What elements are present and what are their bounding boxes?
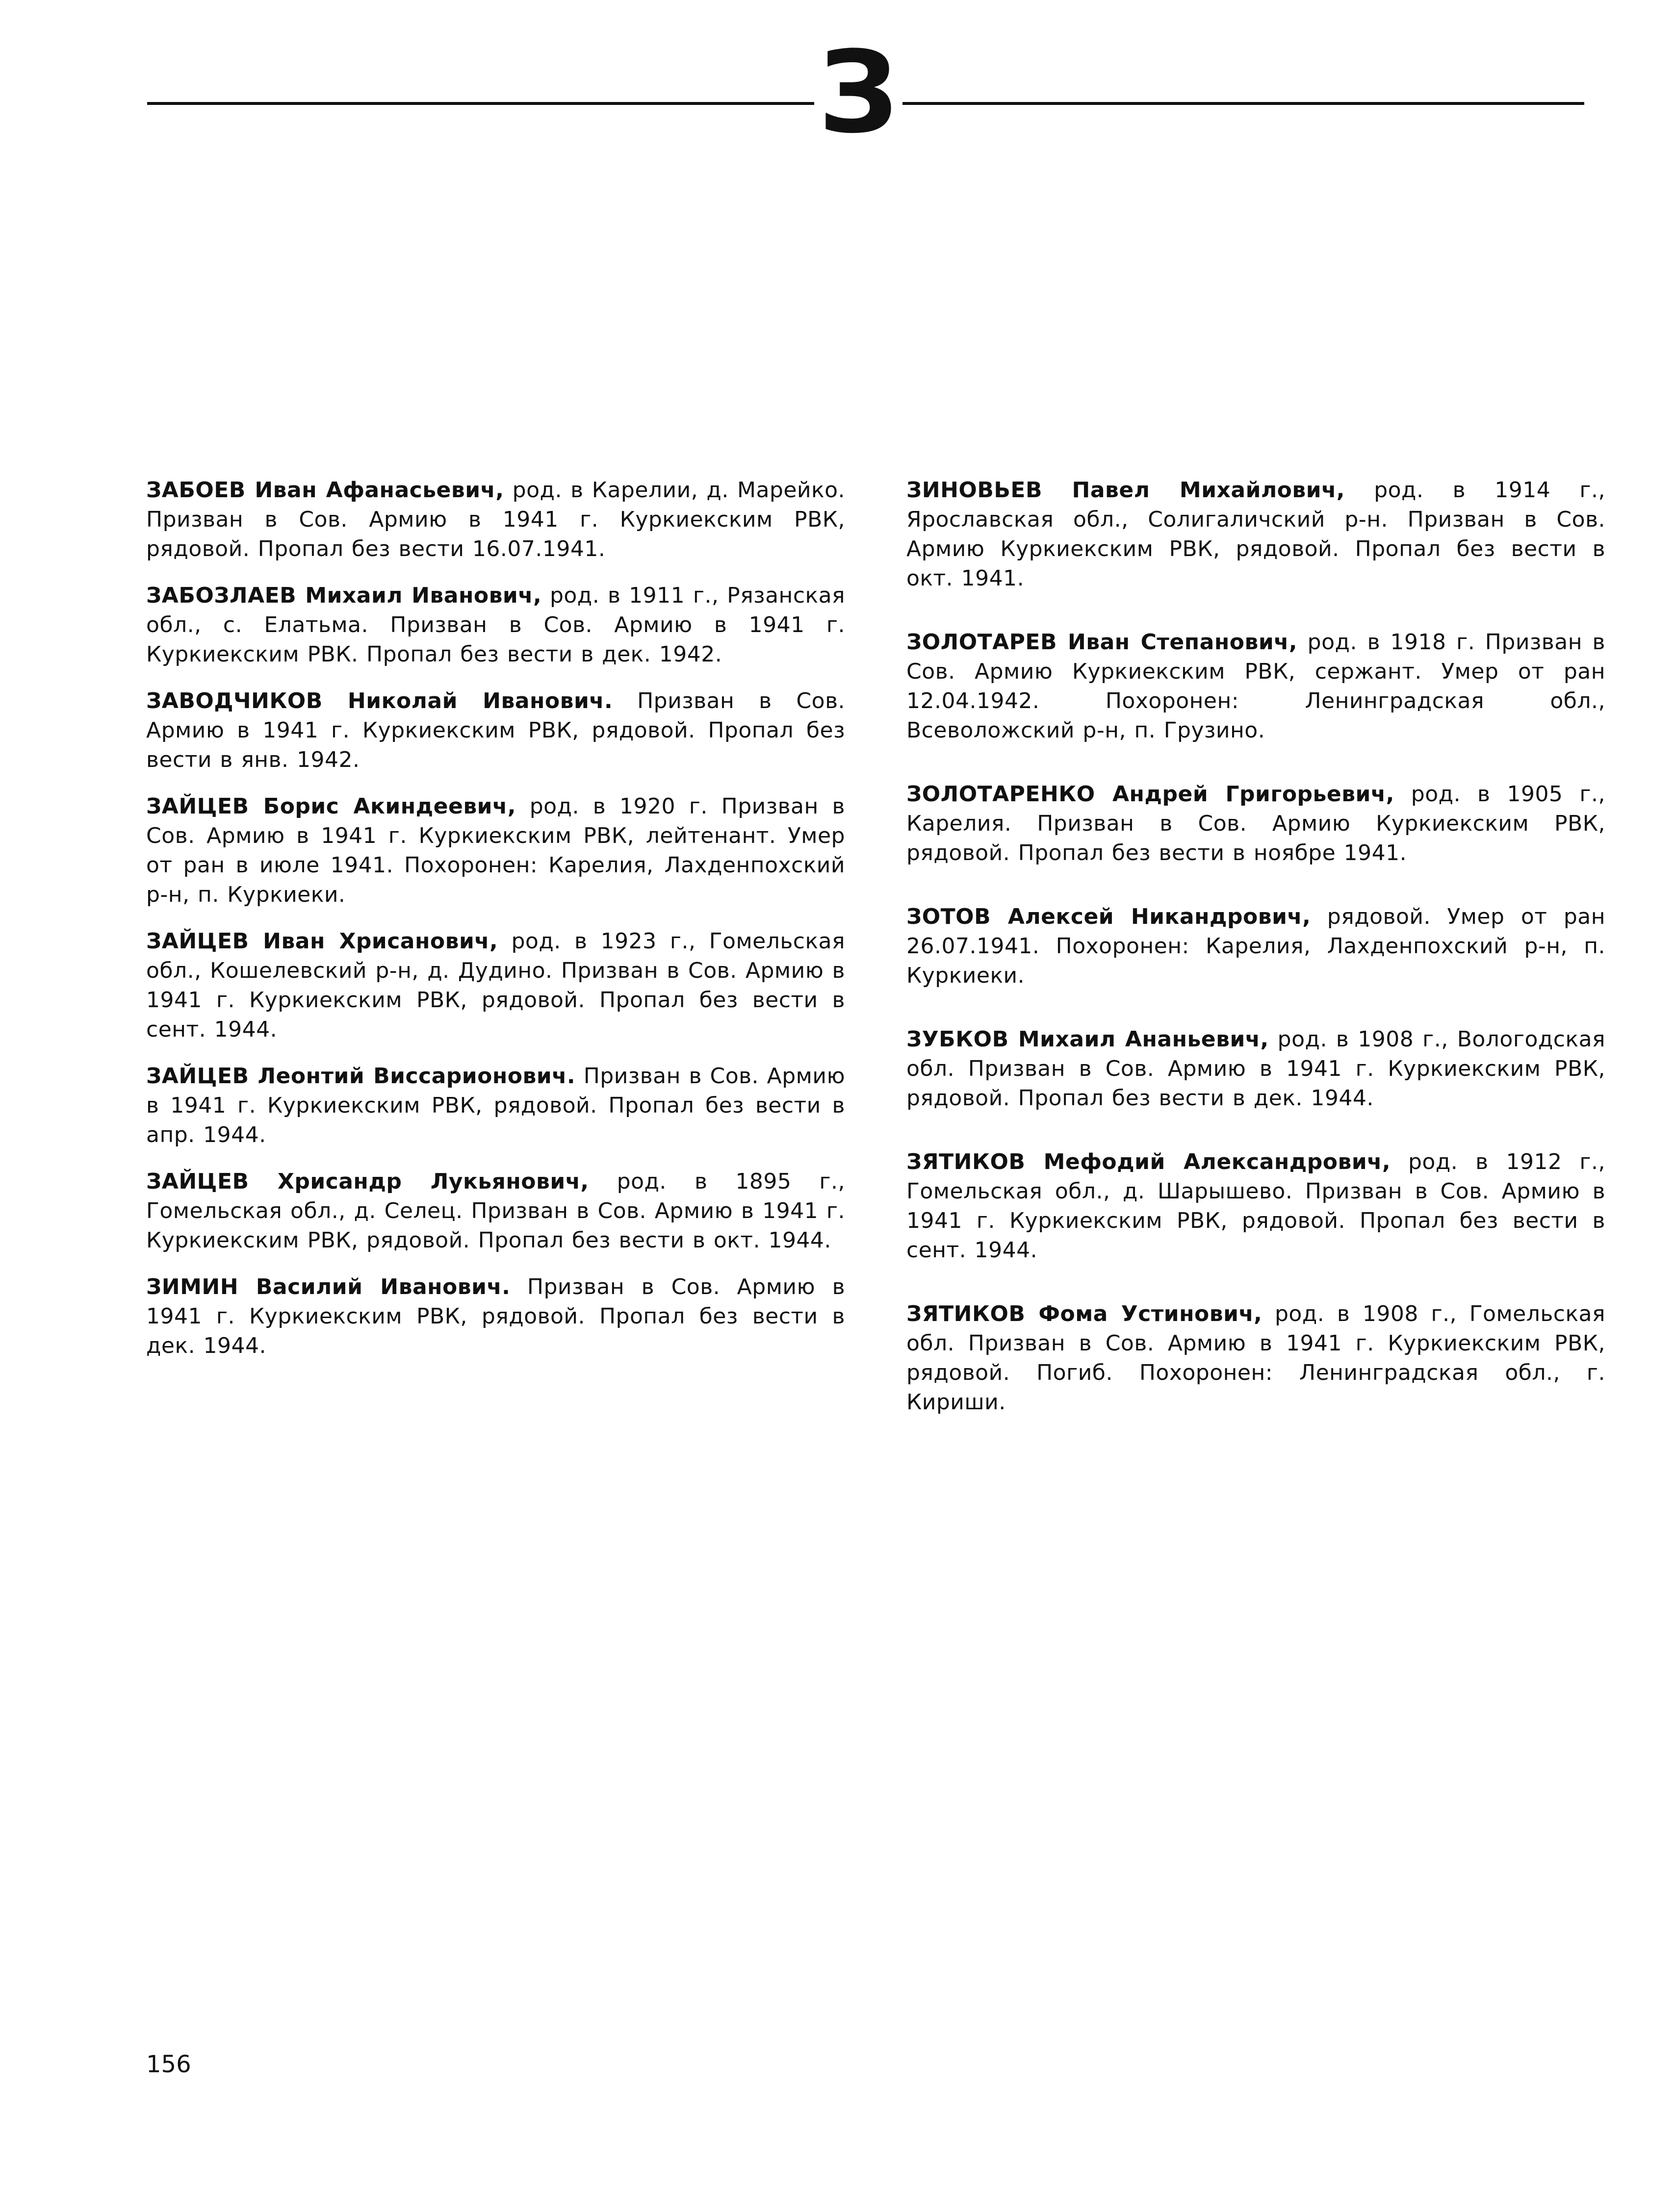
entry-text: род. в 1905 г., Карелия. Призван в Сов. Армию Куркиекским РВК, рядовой. Пропал без вести в ноябре 1941. bbox=[906, 782, 1606, 865]
entry bbox=[906, 1299, 1605, 1417]
entry-name: ЗАЙЦЕВ Борис Акиндеевич, bbox=[146, 794, 516, 819]
entry bbox=[146, 476, 845, 564]
entry-name: ЗОТОВ Алексей Никандрович, bbox=[906, 904, 1311, 929]
entry-text: род. в 1914 г., Ярославская обл., Солигаличский р-н. Призван в Сов. Армию Куркиекским РВК, рядовой. Пропал без вести в окт. 1941. bbox=[906, 478, 1605, 591]
entry bbox=[146, 686, 845, 775]
entry-text: Призван в Сов. Армию в 1941 г. Куркиекским РВК, рядовой. Пропал без вести в апр. 1944. bbox=[146, 1064, 845, 1147]
entry-name: ЗАБОЕВ Иван Афанасьевич, bbox=[146, 478, 504, 503]
entry bbox=[906, 902, 1605, 991]
entry-text: род. в 1918 г. Призван в Сов. Армию Куркиекским РВК, сержант. Умер от ран 12.04.1942. Похоронен: Ленинградская обл., Всеволожский р-н, п. Грузино. bbox=[906, 630, 1605, 743]
entry bbox=[906, 476, 1605, 593]
entry bbox=[146, 927, 845, 1044]
entry-name: ЗАЙЦЕВ Хрисандр Лукьянович, bbox=[146, 1169, 589, 1194]
section-letter: З bbox=[818, 27, 899, 158]
entry-text: рядовой. Умер от ран 26.07.1941. Похоронен: Карелия, Лахденпохский р-н, п. Куркиеки. bbox=[906, 904, 1605, 988]
entry-name: ЗИМИН Василий Иванович. bbox=[146, 1274, 511, 1299]
entry bbox=[906, 1147, 1605, 1265]
entry-name: ЗОЛОТАРЕВ Иван Степанович, bbox=[906, 630, 1298, 655]
entry-name: ЗЯТИКОВ Мефодий Александрович, bbox=[906, 1149, 1391, 1174]
entry-name: ЗУБКОВ Михаил Ананьевич, bbox=[906, 1027, 1269, 1052]
entry-text: род. в 1912 г., Гомельская обл., д. Шарышево. Призван в Сов. Армию в 1941 г. Куркиекским РВК, рядовой. Пропал без вести в сент. 1944. bbox=[906, 1149, 1605, 1263]
section-letter-header bbox=[147, 27, 1584, 158]
entry bbox=[146, 1062, 845, 1150]
entry bbox=[906, 1025, 1605, 1113]
entry-text: род. в 1908 г., Вологодская обл. Призван в Сов. Армию в 1941 г. Куркиекским РВК, рядовой. Пропал без вести в дек. 1944. bbox=[906, 1027, 1606, 1111]
entry-name: ЗАВОДЧИКОВ Николай Иванович. bbox=[146, 688, 613, 713]
entry-text: род. в Карелии, д. Марейко. Призван в Сов. Армию в 1941 г. Куркиекским РВК, рядовой. Пропал без вести 16.07.1941. bbox=[146, 478, 846, 561]
entry bbox=[146, 1272, 845, 1361]
entry-text: род. в 1911 г., Рязанская обл., с. Елатьма. Призван в Сов. Армию в 1941 г. Куркиекским РВК. Пропал без вести в дек. 1942. bbox=[146, 583, 846, 667]
entry-text: Призван в Сов. Армию в 1941 г. Куркиекским РВК, рядовой. Пропал без вести в янв. 1942. bbox=[146, 688, 845, 772]
entry bbox=[906, 628, 1605, 745]
entry-text: род. в 1923 г., Гомельская обл., Кошелевский р-н, д. Дудино. Призван в Сов. Армию в 1941 г. Куркиекским РВК, рядовой. Пропал без вести в сент. 1944. bbox=[146, 929, 845, 1042]
entry-name: ЗИНОВЬЕВ Павел Михайлович, bbox=[906, 478, 1345, 503]
entry-name: ЗАЙЦЕВ Леонтий Виссарионович. bbox=[146, 1064, 576, 1089]
entry-text: род. в 1908 г., Гомельская обл. Призван в Сов. Армию в 1941 г. Куркиекским РВК, рядовой. Погиб. Похоронен: Ленинградская обл., г. Кириши. bbox=[906, 1301, 1605, 1415]
entry-name: ЗЯТИКОВ Фома Устинович, bbox=[906, 1301, 1263, 1326]
entry-text: Призван в Сов. Армию в 1941 г. Куркиекским РВК, рядовой. Пропал без вести в дек. 1944. bbox=[146, 1274, 846, 1358]
entry bbox=[906, 780, 1605, 868]
entry bbox=[146, 1167, 845, 1255]
header-rule-left bbox=[147, 102, 814, 105]
right-column bbox=[906, 476, 1605, 1451]
entry-name: ЗОЛОТАРЕНКО Андрей Григорьевич, bbox=[906, 782, 1394, 807]
left-column bbox=[146, 476, 845, 1378]
entry-name: ЗАЙЦЕВ Иван Хрисанович, bbox=[146, 929, 498, 954]
entry bbox=[146, 581, 845, 669]
entry bbox=[146, 792, 845, 910]
page-number: 156 bbox=[146, 2051, 191, 2078]
entry-text: род. в 1920 г. Призван в Сов. Армию в 1941 г. Куркиекским РВК, лейтенант. Умер от ран в июле 1941. Похоронен: Карелия, Лахденпохский р-н, п. Куркиеки. bbox=[146, 794, 845, 907]
entry-text: род. в 1895 г., Гомельская обл., д. Селец. Призван в Сов. Армию в 1941 г. Куркиекским РВК, рядовой. Пропал без вести в окт. 1944. bbox=[146, 1169, 846, 1253]
header-rule-right bbox=[902, 102, 1584, 105]
entry-name: ЗАБОЗЛАЕВ Михаил Иванович, bbox=[146, 583, 542, 608]
